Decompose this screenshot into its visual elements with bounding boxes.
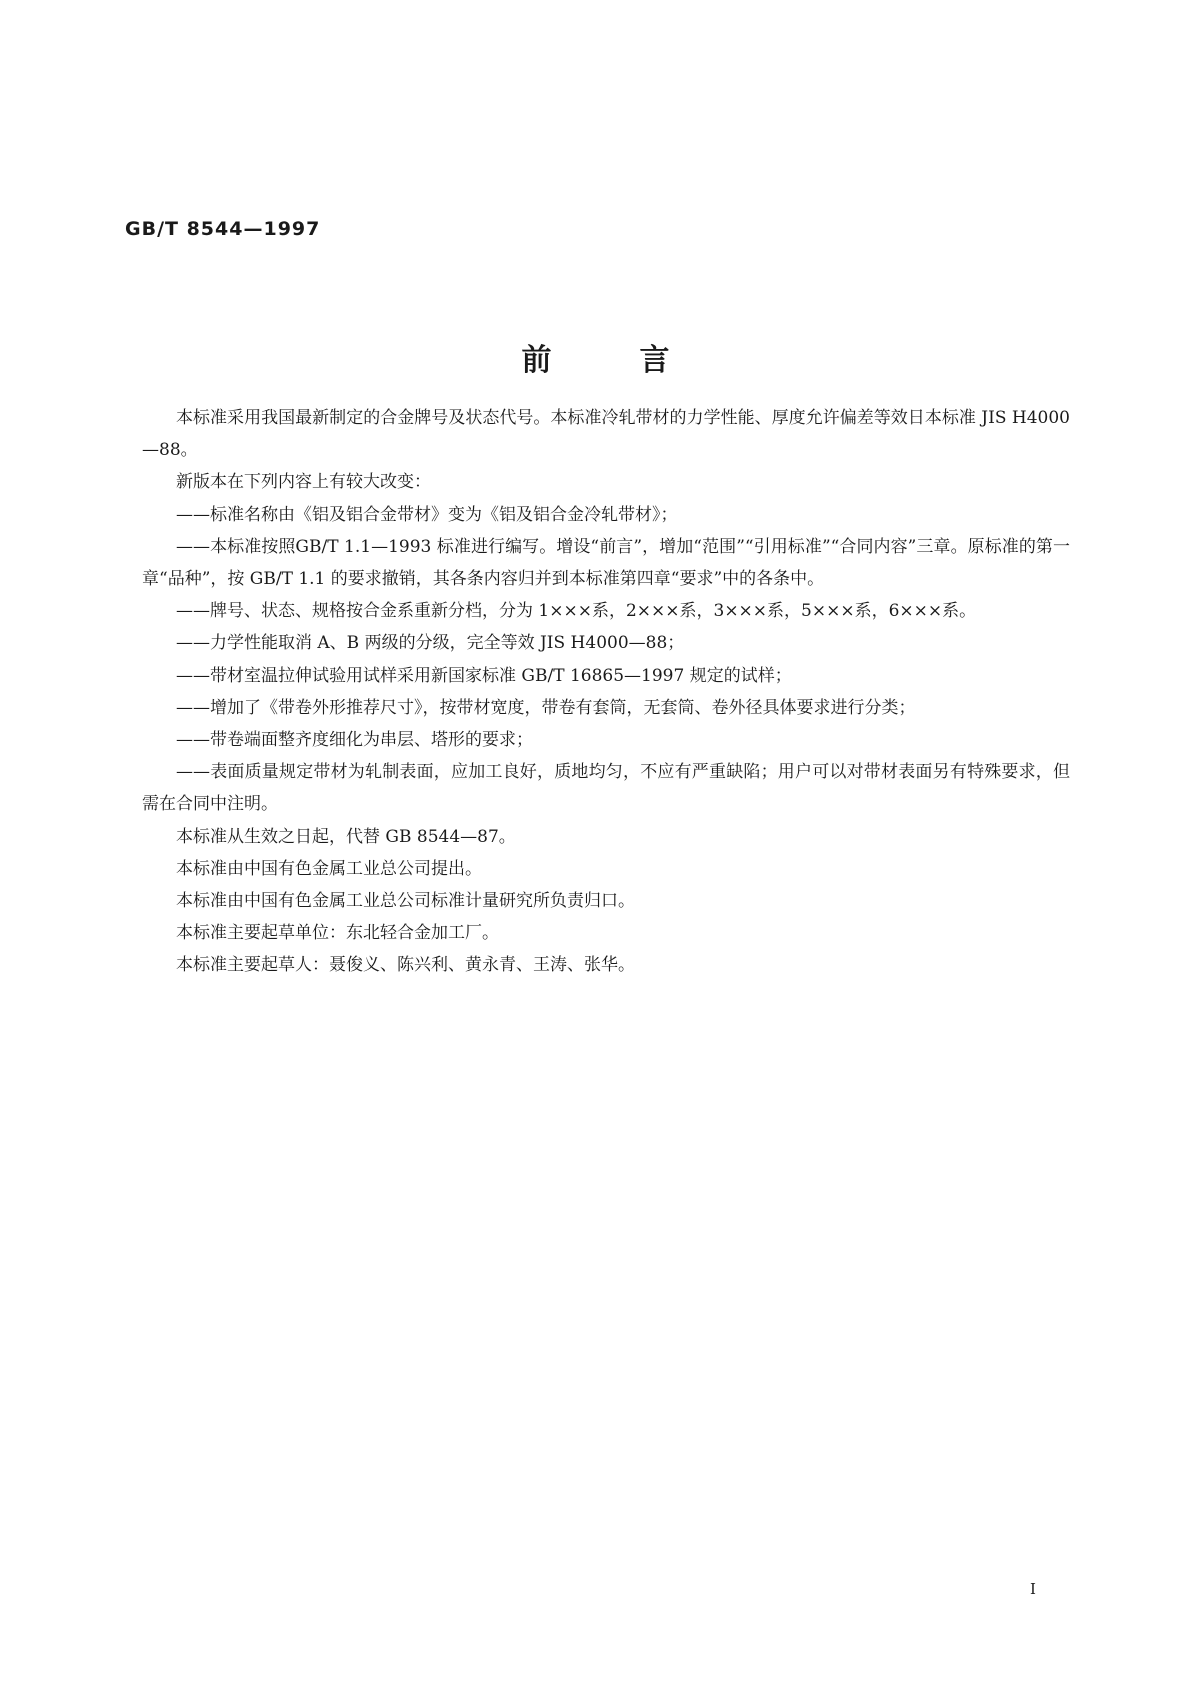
paragraph: ——带卷端面整齐度细化为串层、塔形的要求； [176, 730, 533, 751]
paragraph: ——增加了《带卷外形推荐尺寸》，按带材宽度，带卷有套筒，无套筒、卷外径具体要求进行分类； [176, 697, 916, 718]
paragraph: 本标准由中国有色金属工业总公司标准计量研究所负责归口。 [176, 891, 635, 912]
paragraph: ——带材室温拉伸试验用试样采用新国家标准 GB/T 16865—1997 规定的试样； [176, 665, 792, 686]
page-number: I [1030, 1580, 1036, 1598]
paragraph: 本标准由中国有色金属工业总公司提出。 [176, 858, 482, 879]
foreword-body [142, 402, 1070, 982]
paragraph: 本标准主要起草单位：东北轻合金加工厂。 [176, 923, 499, 944]
paragraph: ——标准名称由《铝及铝合金带材》变为《铝及铝合金冷轧带材》； [176, 504, 678, 525]
paragraph: 新版本在下列内容上有较大改变： [176, 472, 431, 493]
standard-code: GB/T 8544—1997 [125, 218, 321, 240]
paragraph: ——牌号、状态、规格按合金系重新分档，分为 1×××系，2×××系，3×××系，5×××系，6×××系。 [176, 601, 977, 622]
paragraph: 本标准从生效之日起，代替 GB 8544—87。 [176, 826, 516, 847]
page-title: 前言 [521, 343, 758, 378]
paragraph: ——表面质量规定带材为轧制表面，应加工良好，质地均匀，不应有严重缺陷；用户可以对带材表面另有特殊要求，但需在合同中注明。 [142, 762, 1070, 815]
paragraph: 本标准采用我国最新制定的合金牌号及状态代号。本标准冷轧带材的力学性能、厚度允许偏差等效日本标准 JIS H4000—88。 [142, 408, 1070, 461]
paragraph: 本标准主要起草人：聂俊义、陈兴利、黄永青、王涛、张华。 [176, 955, 635, 976]
paragraph: ——本标准按照GB/T 1.1—1993 标准进行编写。增设“前言”，增加“范围”“引用标准”“合同内容”三章。原标准的第一章“品种”，按 GB/T 1.1 的要求撤销，其各条内容归并到本标准第四章“要求”中的各条中。 [142, 536, 1070, 590]
paragraph: ——力学性能取消 A、B 两级的分级，完全等效 JIS H4000—88； [176, 633, 685, 654]
